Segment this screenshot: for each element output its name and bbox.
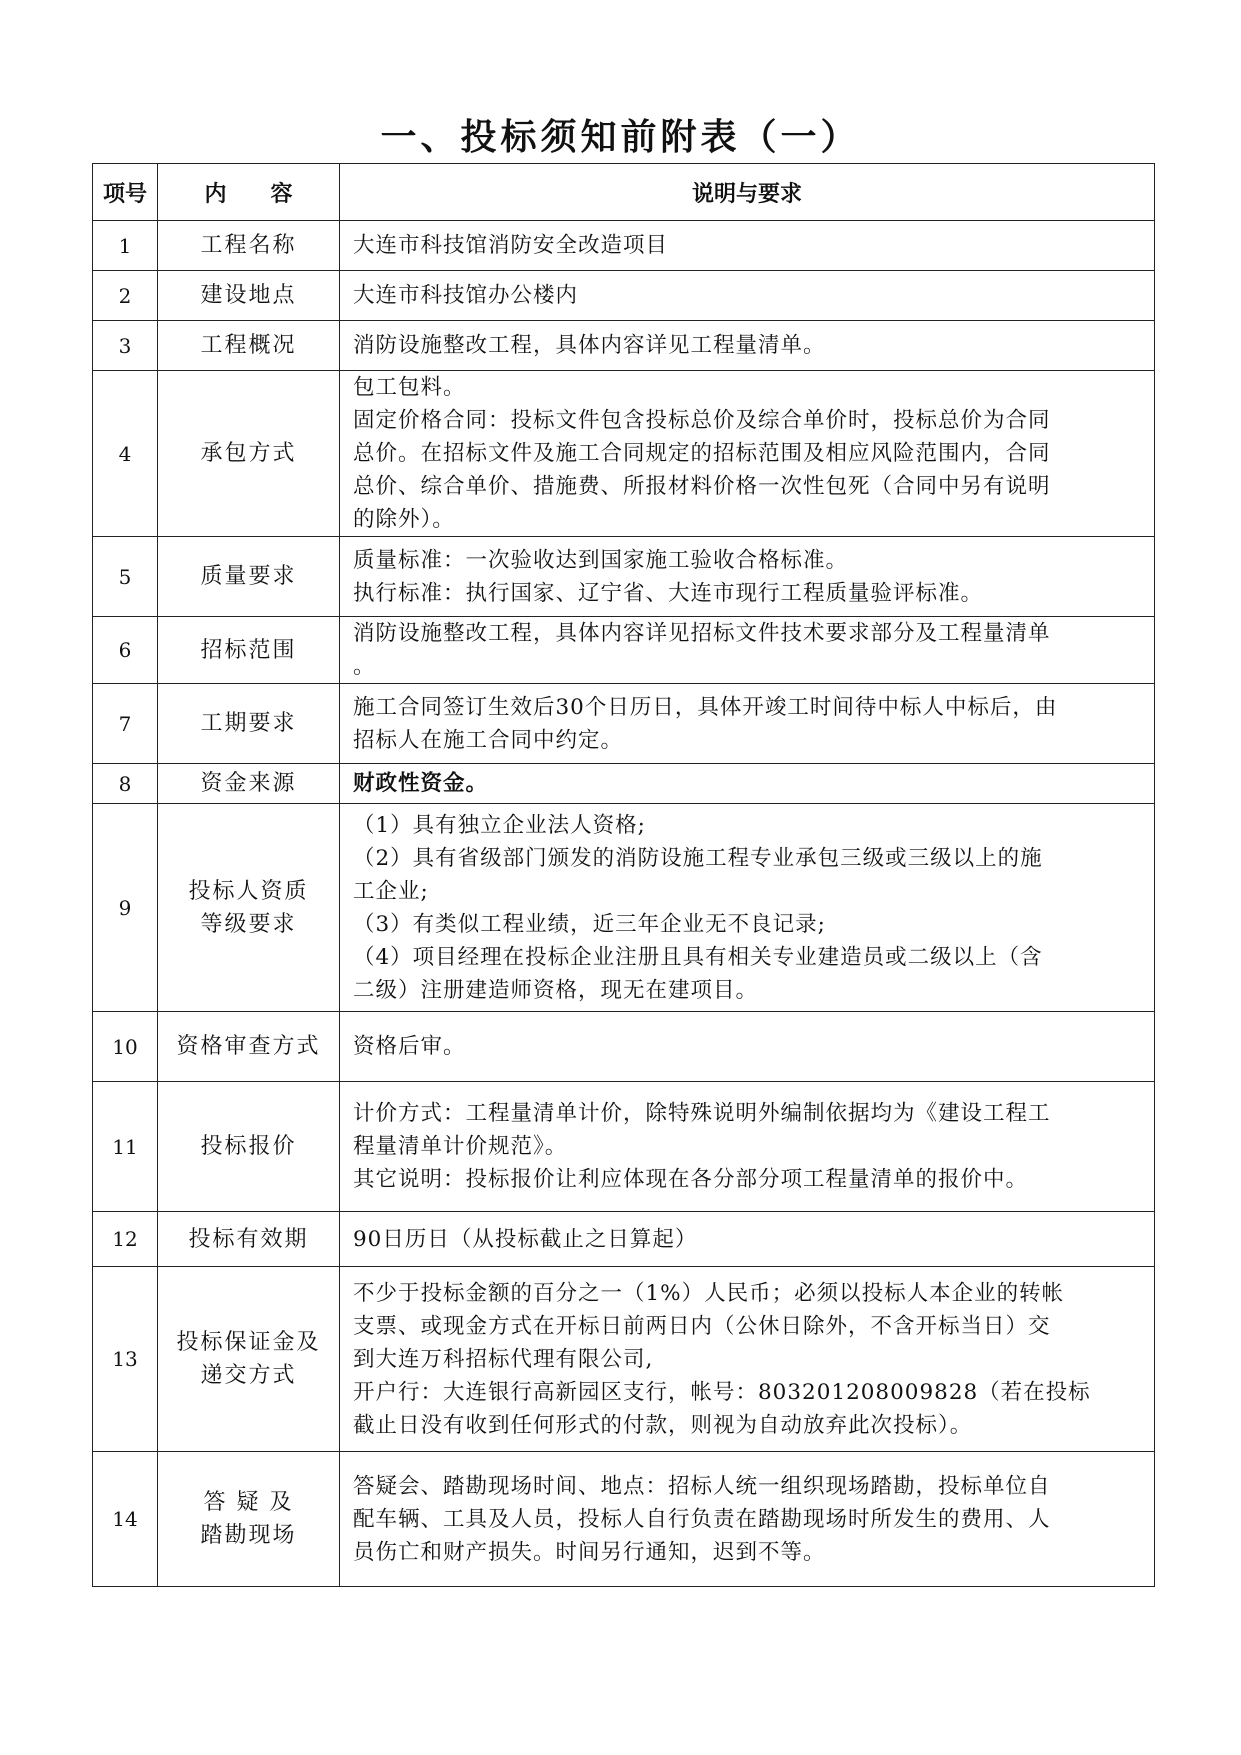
- table-body: [93, 221, 1155, 1587]
- row-description: [340, 764, 1155, 804]
- row-label: [158, 1012, 340, 1082]
- table-row: [93, 1212, 1155, 1267]
- row-label: [158, 1267, 340, 1452]
- description-line: 开户行：大连银行高新园区支行，帐号：803201208009828（若在投标: [353, 1379, 1091, 1405]
- description-line: 程量清单计价规范》。: [353, 1134, 568, 1159]
- table-row: [93, 537, 1155, 617]
- row-label: [158, 1082, 340, 1212]
- description-line: 施工合同签订生效后30个日历日，具体开竣工时间待中标人中标后，由: [353, 694, 1058, 720]
- description-line: 。: [353, 654, 376, 679]
- row-description: [340, 1452, 1155, 1587]
- row-number: 6: [93, 617, 158, 684]
- description-line: 质量标准：一次验收达到国家施工验收合格标准。: [353, 547, 849, 573]
- row-label-line: 投标报价: [200, 1134, 297, 1159]
- table-row: [93, 684, 1155, 764]
- row-description: [340, 1267, 1155, 1452]
- description-line: 员伤亡和财产损失。时间另行通知，迟到不等。: [353, 1539, 826, 1565]
- row-description: [340, 271, 1155, 321]
- row-number: 11: [93, 1082, 158, 1212]
- row-label-line: 资格审查方式: [176, 1034, 321, 1059]
- row-label: [158, 684, 340, 764]
- header-item-no: 项号: [93, 164, 158, 221]
- row-label-line: 投标保证金及: [176, 1330, 321, 1355]
- bid-notice-table: [92, 163, 1155, 1587]
- description-line: 工企业;: [353, 878, 429, 904]
- row-label-line: 递交方式: [200, 1363, 297, 1388]
- description-line: 包工包料。: [353, 375, 466, 400]
- table-row: [93, 617, 1155, 684]
- row-label-line: 质量要求: [200, 564, 297, 589]
- row-label-line: 资金来源: [200, 771, 297, 796]
- row-number: 9: [93, 804, 158, 1012]
- table-row: [93, 321, 1155, 371]
- description-line: （2）具有省级部门颁发的消防设施工程专业承包三级或三级以上的施: [353, 845, 1043, 871]
- table-header-row: [93, 164, 1155, 221]
- row-description: [340, 804, 1155, 1012]
- row-number: 14: [93, 1452, 158, 1587]
- description-line: 固定价格合同：投标文件包含投标总价及综合单价时，投标总价为合同: [353, 408, 1051, 433]
- row-label: [158, 1212, 340, 1267]
- description-line: （1）具有独立企业法人资格;: [353, 812, 646, 838]
- row-label: [158, 537, 340, 617]
- row-number: 1: [93, 221, 158, 271]
- row-label: [158, 221, 340, 271]
- row-description: [340, 537, 1155, 617]
- description-line: 配车辆、工具及人员，投标人自行负责在踏勘现场时所发生的费用、人: [353, 1506, 1051, 1532]
- table-row: [93, 1012, 1155, 1082]
- header-content: 内 容: [158, 164, 340, 221]
- row-description: [340, 617, 1155, 684]
- description-line: 消防设施整改工程，具体内容详见工程量清单。: [353, 333, 826, 358]
- description-line: 到大连万科招标代理有限公司,: [353, 1346, 654, 1372]
- description-line: 消防设施整改工程，具体内容详见招标文件技术要求部分及工程量清单: [353, 621, 1051, 646]
- description-line: 不少于投标金额的百分之一（1%）人民币；必须以投标人本企业的转帐: [353, 1280, 1065, 1306]
- description-line: 大连市科技馆消防安全改造项目: [353, 233, 669, 258]
- description-line: （3）有类似工程业绩，近三年企业无不良记录;: [353, 911, 826, 937]
- description-line: 计价方式：工程量清单计价，除特殊说明外编制依据均为《建设工程工: [353, 1101, 1051, 1126]
- table-row: [93, 804, 1155, 1012]
- row-number: 8: [93, 764, 158, 804]
- row-label: [158, 617, 340, 684]
- table-row: [93, 1267, 1155, 1452]
- row-number: 5: [93, 537, 158, 617]
- row-label-line: 工期要求: [200, 711, 297, 736]
- row-description: [340, 371, 1155, 537]
- description-line: 招标人在施工合同中约定。: [353, 727, 624, 753]
- description-line: 支票、或现金方式在开标日前两日内（公休日除外，不含开标当日）交: [353, 1313, 1051, 1339]
- header-description: 说明与要求: [340, 164, 1155, 221]
- row-label: [158, 804, 340, 1012]
- description-line: （4）项目经理在投标企业注册且具有相关专业建造员或二级以上（含: [353, 944, 1043, 970]
- row-label: [158, 321, 340, 371]
- row-description: [340, 221, 1155, 271]
- description-line: 二级）注册建造师资格，现无在建项目。: [353, 977, 759, 1003]
- row-label-line: 投标人资质: [188, 878, 309, 904]
- table-row: [93, 1452, 1155, 1587]
- row-label-line: 招标范围: [200, 637, 297, 663]
- row-label-line: 等级要求: [200, 911, 297, 937]
- row-number: 3: [93, 321, 158, 371]
- row-label: [158, 764, 340, 804]
- row-description: [340, 684, 1155, 764]
- description-line: 总价、综合单价、措施费、所报材料价格一次性包死（合同中另有说明: [353, 474, 1051, 499]
- row-number: 7: [93, 684, 158, 764]
- row-label-line: 投标有效期: [188, 1226, 309, 1252]
- description-line: 大连市科技馆办公楼内: [353, 283, 579, 308]
- page-title: 一、投标须知前附表（一）: [380, 116, 861, 158]
- row-number: 2: [93, 271, 158, 321]
- description-line: 截止日没有收到任何形式的付款，则视为自动放弃此次投标）。: [353, 1412, 973, 1438]
- description-line: 90日历日（从投标截止之日算起）: [353, 1226, 698, 1252]
- table-row: [93, 764, 1155, 804]
- description-line: 答疑会、踏勘现场时间、地点：招标人统一组织现场踏勘，投标单位自: [353, 1473, 1051, 1499]
- description-line: 资格后审。: [353, 1034, 466, 1059]
- row-number: 12: [93, 1212, 158, 1267]
- description-line: 执行标准：执行国家、辽宁省、大连市现行工程质量验评标准。: [353, 580, 984, 606]
- row-label-line: 工程概况: [200, 333, 297, 358]
- table-row: [93, 371, 1155, 537]
- row-description: [340, 321, 1155, 371]
- description-line: 总价。在招标文件及施工合同规定的招标范围及相应风险范围内，合同: [353, 441, 1051, 466]
- row-number: 4: [93, 371, 158, 537]
- row-description: [340, 1082, 1155, 1212]
- row-label: [158, 371, 340, 537]
- table-row: [93, 271, 1155, 321]
- row-number: 10: [93, 1012, 158, 1082]
- description-line: 的除外）。: [353, 507, 455, 532]
- table-row: [93, 221, 1155, 271]
- row-description: [340, 1012, 1155, 1082]
- row-description: [340, 1212, 1155, 1267]
- row-label-line: 答 疑 及: [203, 1490, 294, 1515]
- description-line: 财政性资金。: [353, 771, 489, 796]
- table-row: [93, 1082, 1155, 1212]
- row-label: [158, 1452, 340, 1587]
- row-label-line: 工程名称: [200, 233, 297, 258]
- row-label-line: 建设地点: [200, 283, 297, 308]
- row-label: [158, 271, 340, 321]
- row-label-line: 踏勘现场: [200, 1523, 297, 1548]
- row-number: 13: [93, 1267, 158, 1452]
- description-line: 其它说明：投标报价让利应体现在各分部分项工程量清单的报价中。: [353, 1167, 1029, 1192]
- row-label-line: 承包方式: [200, 441, 297, 466]
